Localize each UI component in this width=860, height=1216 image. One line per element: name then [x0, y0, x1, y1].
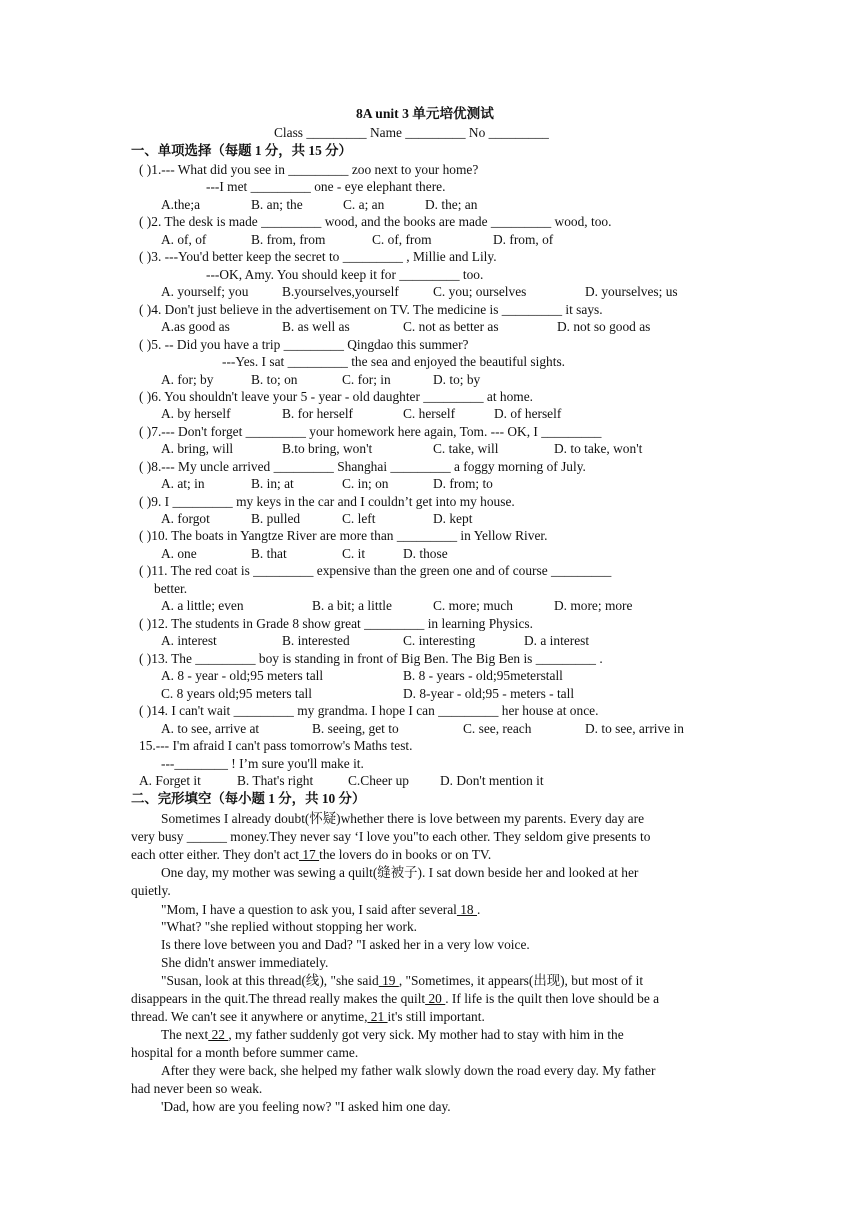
question-11-stem2: better.: [154, 581, 188, 596]
passage-text: the lovers do in books or on TV.: [319, 847, 492, 862]
passage-text: disappears in the quit.The thread really makes the quilt: [131, 991, 426, 1006]
passage-line-11: [131, 991, 659, 1007]
question-10-stem: ( )10. The boats in Yangtze River are more than _________ in Yellow River.: [139, 528, 548, 543]
passage-text: . If life is the quilt then love should be a: [445, 991, 660, 1006]
option-b[interactable]: B. 8 - years - old;95meterstall: [403, 668, 563, 683]
section1-heading: 一、单项选择（每题 1 分，共 15 分）: [131, 143, 352, 158]
blank-18[interactable]: 18: [456, 902, 477, 917]
section2-heading: 二、完形填空（每小题 1 分，共 10 分）: [131, 791, 366, 806]
blank-17[interactable]: 17: [299, 847, 320, 862]
option-b[interactable]: B. in; at: [251, 476, 294, 491]
option-a[interactable]: A. bring, will: [161, 441, 234, 456]
option-c[interactable]: C. more; much: [433, 598, 513, 613]
passage-line-6: [161, 902, 480, 918]
option-a[interactable]: A. of, of: [161, 232, 207, 247]
option-d[interactable]: D. to see, arrive in: [585, 721, 684, 736]
option-b[interactable]: B. that: [251, 546, 287, 561]
option-c[interactable]: C. you; ourselves: [433, 284, 527, 299]
passage-line-13: [161, 1027, 624, 1043]
passage-text: "Mom, I have a question to ask you, I said after several: [161, 902, 457, 917]
option-d[interactable]: D. kept: [433, 511, 473, 526]
option-d[interactable]: D. from; to: [433, 476, 493, 491]
question-4-stem: ( )4. Don't just believe in the advertisement on TV. The medicine is _________ it says.: [139, 302, 603, 317]
question-3-stem: ( )3. ---You'd better keep the secret to _________ , Millie and Lily.: [139, 249, 497, 264]
option-c[interactable]: C. it: [342, 546, 366, 561]
question-15-stem: 15.--- I'm afraid I can't pass tomorrow's Maths test.: [139, 738, 413, 753]
option-b[interactable]: B. pulled: [251, 511, 301, 526]
passage-line-7: "What? "she replied without stopping her work.: [161, 919, 417, 934]
blank-19[interactable]: 19: [378, 973, 399, 988]
option-a[interactable]: A. interest: [161, 633, 217, 648]
passage-line-9: She didn't answer immediately.: [161, 955, 329, 970]
question-8-stem: ( )8.--- My uncle arrived _________ Shanghai _________ a foggy morning of July.: [139, 459, 586, 474]
passage-line-15: After they were back, she helped my father walk slowly down the road every day. My father: [161, 1063, 656, 1078]
option-a[interactable]: A.the;a: [161, 197, 201, 212]
passage-line-1: Sometimes I already doubt(怀疑)whether there is love between my parents. Every day are: [161, 811, 645, 826]
option-c[interactable]: C. interesting: [403, 633, 476, 648]
question-5-stem: ( )5. -- Did you have a trip _________ Qingdao this summer?: [139, 337, 469, 352]
option-c[interactable]: C. left: [342, 511, 376, 526]
option-a[interactable]: A. 8 - year - old;95 meters tall: [161, 668, 324, 683]
option-c[interactable]: C. take, will: [433, 441, 499, 456]
option-c[interactable]: C.Cheer up: [348, 773, 409, 788]
question-1-stem2: ---I met _________ one - eye elephant there.: [206, 179, 446, 194]
question-9-stem: ( )9. I _________ my keys in the car and I couldn’t get into my house.: [139, 494, 515, 509]
passage-line-10: [161, 973, 643, 989]
passage-line-4: One day, my mother was sewing a quilt(缝被子). I sat down beside her and looked at her: [161, 865, 639, 880]
question-15-stem2: ---________ ! I’m sure you'll make it.: [161, 756, 364, 771]
option-a[interactable]: A. a little; even: [161, 598, 244, 613]
option-d[interactable]: D. the; an: [425, 197, 478, 212]
passage-line-17: 'Dad, how are you feeling now? "I asked him one day.: [161, 1099, 451, 1114]
option-a[interactable]: A. for; by: [161, 372, 214, 387]
option-d[interactable]: D. a interest: [524, 633, 590, 648]
option-a[interactable]: A. Forget it: [139, 773, 201, 788]
question-6-stem: ( )6. You shouldn't leave your 5 - year - old daughter _________ at home.: [139, 389, 534, 404]
passage-line-5: quietly.: [131, 883, 171, 898]
passage-line-16: had never been so weak.: [131, 1081, 263, 1096]
question-12-stem: ( )12. The students in Grade 8 show great _________ in learning Physics.: [139, 616, 533, 631]
option-c[interactable]: C. see, reach: [463, 721, 532, 736]
option-d[interactable]: D. from, of: [493, 232, 554, 247]
passage-text: , "Sometimes, it appears(出现), but most of it: [398, 973, 644, 988]
passage-text: The next: [161, 1027, 209, 1042]
blank-22[interactable]: 22: [208, 1027, 229, 1042]
option-d[interactable]: D. more; more: [554, 598, 633, 613]
option-b[interactable]: B.yourselves,yourself: [282, 284, 399, 299]
option-c[interactable]: C. not as better as: [403, 319, 499, 334]
blank-21[interactable]: 21: [367, 1009, 388, 1024]
option-c[interactable]: C. in; on: [342, 476, 389, 491]
question-1-stem: ( )1.--- What did you see in _________ zoo next to your home?: [139, 162, 479, 177]
option-d[interactable]: D. not so good as: [557, 319, 651, 334]
question-14-stem: ( )14. I can't wait _________ my grandma. I hope I can _________ her house at once.: [139, 703, 599, 718]
passage-line-12: [131, 1009, 485, 1025]
passage-text: , my father suddenly got very sick. My mother had to stay with him in the: [228, 1027, 624, 1042]
option-d[interactable]: D. of herself: [494, 406, 562, 421]
passage-text: "Susan, look at this thread(线), "she said: [161, 973, 379, 988]
option-c[interactable]: C. 8 years old;95 meters tall: [161, 686, 312, 701]
question-3-stem2: ---OK, Amy. You should keep it for _________ too.: [206, 267, 484, 282]
passage-text: .: [476, 902, 481, 917]
option-b[interactable]: B. seeing, get to: [312, 721, 399, 736]
option-c[interactable]: C. herself: [403, 406, 456, 421]
option-c[interactable]: C. of, from: [372, 232, 432, 247]
option-c[interactable]: C. a; an: [343, 197, 385, 212]
option-b[interactable]: B. for herself: [282, 406, 354, 421]
question-5-stem2: ---Yes. I sat _________ the sea and enjoyed the beautiful sights.: [222, 354, 566, 369]
option-b[interactable]: B. That's right: [237, 773, 314, 788]
option-b[interactable]: B. from, from: [251, 232, 326, 247]
option-d[interactable]: D. to; by: [433, 372, 481, 387]
option-a[interactable]: A. one: [161, 546, 197, 561]
passage-line-14: hospital for a month before summer came.: [131, 1045, 359, 1060]
option-a[interactable]: A. forgot: [161, 511, 210, 526]
question-13-stem: ( )13. The _________ boy is standing in front of Big Ben. The Big Ben is _________ .: [139, 651, 603, 666]
student-info-line: Class _________ Name _________ No _________: [274, 125, 549, 140]
passage-line-2: very busy ______ money.They never say ‘I love you"to each other. They seldom give presents to: [131, 829, 651, 844]
page-title: 8A unit 3 单元培优测试: [356, 106, 494, 121]
option-d[interactable]: D. 8-year - old;95 - meters - tall: [403, 686, 575, 701]
passage-line-3: [131, 847, 491, 863]
option-b[interactable]: B. to; on: [251, 372, 298, 387]
passage-line-8: Is there love between you and Dad? "I asked her in a very low voice.: [161, 937, 530, 952]
option-a[interactable]: A. yourself; you: [161, 284, 249, 299]
option-a[interactable]: A.as good as: [161, 319, 230, 334]
option-b[interactable]: B. an; the: [251, 197, 303, 212]
question-11-stem: ( )11. The red coat is _________ expensive than the green one and of course _________: [139, 563, 612, 578]
option-b[interactable]: B.to bring, won't: [282, 441, 373, 456]
question-2-stem: ( )2. The desk is made _________ wood, and the books are made _________ wood, too.: [139, 214, 612, 229]
option-d[interactable]: D. to take, won't: [554, 441, 643, 456]
option-a[interactable]: A. to see, arrive at: [161, 721, 260, 736]
option-b[interactable]: B. interested: [282, 633, 350, 648]
option-c[interactable]: C. for; in: [342, 372, 391, 387]
passage-text: thread. We can't see it anywhere or anytime,: [131, 1009, 368, 1024]
blank-20[interactable]: 20: [425, 991, 446, 1006]
passage-text: each otter either. They don't act: [131, 847, 299, 862]
option-d[interactable]: D. yourselves; us: [585, 284, 678, 299]
passage-text: it's still important.: [387, 1009, 485, 1024]
question-7-stem: ( )7.--- Don't forget _________ your homework here again, Tom. --- OK, I _________: [139, 424, 602, 439]
option-a[interactable]: A. by herself: [161, 406, 231, 421]
option-d[interactable]: D. those: [403, 546, 448, 561]
option-b[interactable]: B. as well as: [282, 319, 350, 334]
option-a[interactable]: A. at; in: [161, 476, 205, 491]
option-b[interactable]: B. a bit; a little: [312, 598, 392, 613]
option-d[interactable]: D. Don't mention it: [440, 773, 544, 788]
